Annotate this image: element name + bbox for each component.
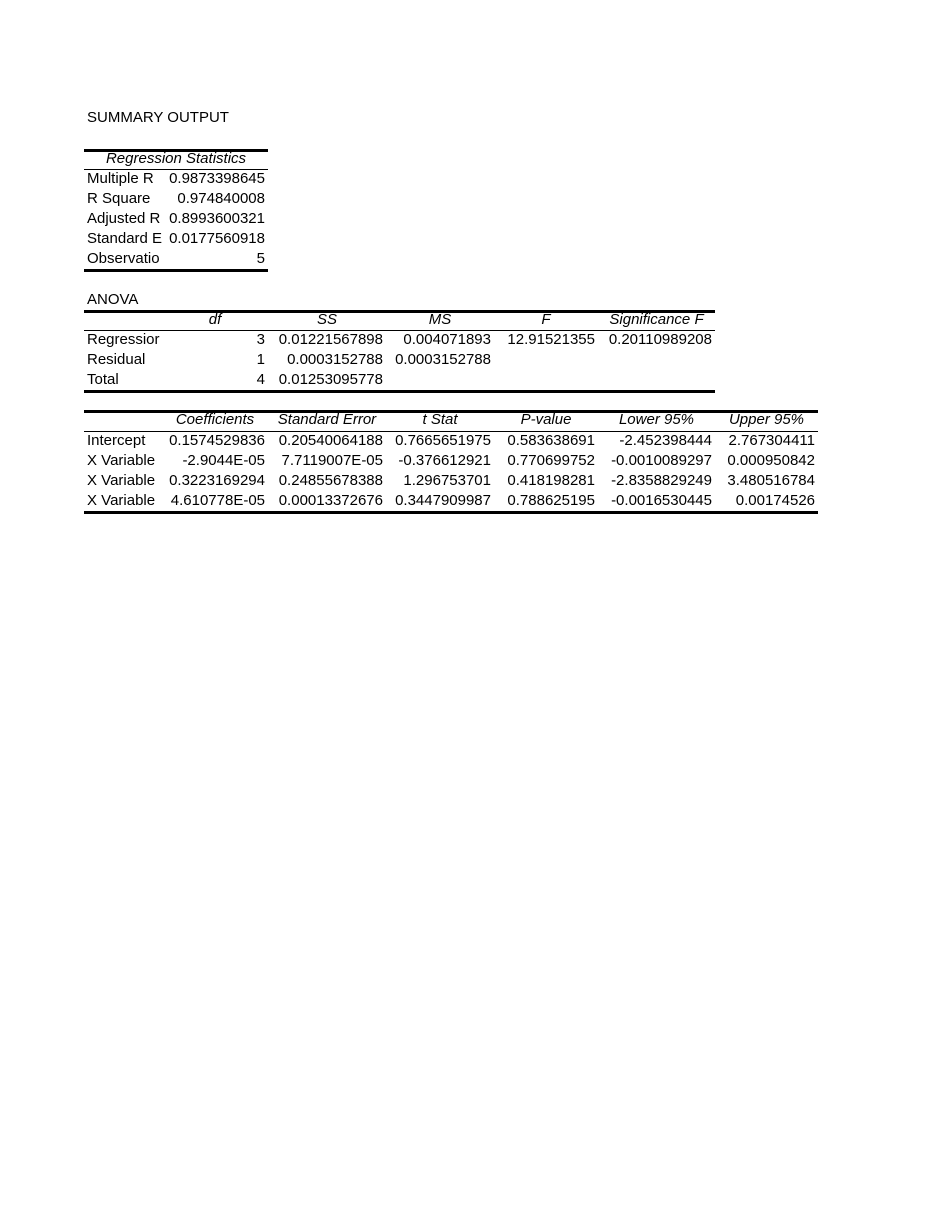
anova-cell: 0.0003152788 xyxy=(287,351,383,368)
anova-cell: Regressior xyxy=(87,331,160,348)
coef-cell: 3.480516784 xyxy=(727,472,815,489)
anova-row-total xyxy=(84,370,715,390)
anova-cell: Total xyxy=(87,371,119,388)
coef-cell: 0.788625195 xyxy=(507,492,595,509)
anova-cell: 1 xyxy=(256,351,265,368)
coef-cell: -0.0016530445 xyxy=(611,492,712,509)
coef-cell: 7.7119007E-05 xyxy=(281,452,383,469)
coef-cell: Intercept xyxy=(87,432,146,449)
coef-cell: X Variable xyxy=(87,492,156,509)
coef-cell: 0.00174526 xyxy=(735,492,815,509)
regression-statistics-header: Regression Statistics xyxy=(105,150,247,167)
coef-cell: 4.610778E-05 xyxy=(170,492,265,509)
coef-cell: 0.7665651975 xyxy=(395,432,491,449)
stat-value-observations: 5 xyxy=(256,250,265,267)
coef-row-intercept xyxy=(84,431,818,451)
anova-title: ANOVA xyxy=(87,291,139,308)
anova-cell: 0.0003152788 xyxy=(395,351,491,368)
coef-header-standard-error: Standard Error xyxy=(277,411,377,428)
stat-label-standard-error: Standard E xyxy=(87,230,163,247)
anova-cell: 0.004071893 xyxy=(403,331,491,348)
anova-cell: 0.20110989208 xyxy=(608,331,712,348)
coef-cell: 0.418198281 xyxy=(507,472,595,489)
coef-cell: 0.000950842 xyxy=(727,452,815,469)
coef-cell: 0.00013372676 xyxy=(278,492,383,509)
anova-cell: 3 xyxy=(256,331,265,348)
stat-value-multiple-r: 0.9873398645 xyxy=(169,170,265,187)
anova-row-residual xyxy=(84,350,715,370)
coef-cell: 0.24855678388 xyxy=(278,472,383,489)
coef-cell: -0.0010089297 xyxy=(611,452,712,469)
coef-header-coefficients: Coefficients xyxy=(175,411,255,428)
stat-value-standard-error: 0.0177560918 xyxy=(169,230,265,247)
coef-cell: -2.9044E-05 xyxy=(182,452,265,469)
anova-table xyxy=(84,310,715,393)
coef-cell: 0.3223169294 xyxy=(169,472,265,489)
regression-statistics-table xyxy=(84,149,268,272)
stat-label-r-square: R Square xyxy=(87,190,151,207)
coef-cell: X Variable xyxy=(87,452,156,469)
coef-cell: -2.452398444 xyxy=(619,432,712,449)
anova-row-regression xyxy=(84,330,715,350)
coef-cell: 0.770699752 xyxy=(507,452,595,469)
coef-header-t-stat: t Stat xyxy=(422,411,458,428)
coef-cell: -2.8358829249 xyxy=(611,472,712,489)
stat-label-multiple-r: Multiple R xyxy=(87,170,154,187)
coef-cell: 0.20540064188 xyxy=(278,432,383,449)
coef-row-x-variable-2 xyxy=(84,471,818,491)
coefficients-table xyxy=(84,410,818,514)
anova-cell: Residual xyxy=(87,351,146,368)
coef-cell: -0.376612921 xyxy=(398,452,491,469)
coef-header-lower-95: Lower 95% xyxy=(618,411,695,428)
stat-value-r-square: 0.974840008 xyxy=(177,190,265,207)
coef-cell: 2.767304411 xyxy=(728,432,815,449)
anova-header-df: df xyxy=(208,311,222,328)
stat-label-observations: Observatio xyxy=(87,250,160,267)
coef-cell: 0.583638691 xyxy=(507,432,595,449)
coef-cell: 0.1574529836 xyxy=(169,432,265,449)
stat-label-adjusted-r: Adjusted R xyxy=(87,210,161,227)
anova-header-ms: MS xyxy=(428,311,452,328)
coef-header-upper-95: Upper 95% xyxy=(728,411,805,428)
coef-cell: X Variable xyxy=(87,472,156,489)
anova-header-significance-f: Significance F xyxy=(609,311,704,328)
coef-header-p-value: P-value xyxy=(520,411,572,428)
stat-value-adjusted-r: 0.8993600321 xyxy=(169,210,265,227)
anova-cell: 0.01253095778 xyxy=(278,371,383,388)
coef-row-x-variable-1 xyxy=(84,451,818,471)
anova-cell: 12.91521355 xyxy=(507,331,595,348)
coef-cell: 1.296753701 xyxy=(403,472,491,489)
coef-row-x-variable-3 xyxy=(84,491,818,511)
anova-cell: 4 xyxy=(256,371,265,388)
coef-cell: 0.3447909987 xyxy=(395,492,491,509)
anova-header-f: F xyxy=(541,311,551,328)
anova-header-ss: SS xyxy=(316,311,337,328)
anova-cell: 0.01221567898 xyxy=(278,331,383,348)
summary-title: SUMMARY OUTPUT xyxy=(87,109,229,126)
